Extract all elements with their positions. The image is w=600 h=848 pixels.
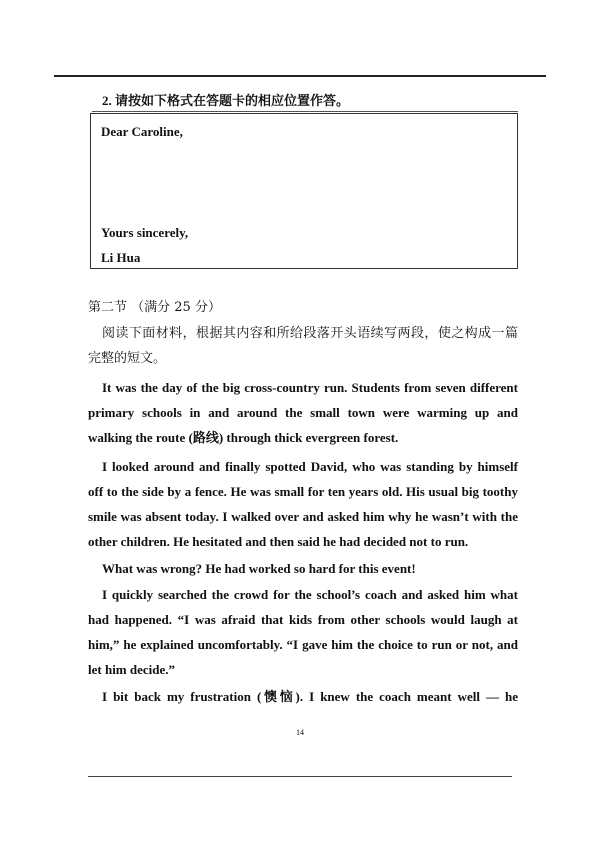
header-rule [54, 75, 546, 77]
letter-signature: Li Hua [101, 250, 141, 265]
story-line: What was wrong? He had worked so hard for this event! [102, 561, 416, 576]
intro-line: 阅读下面材料，根据其内容和所给段落开头语续写两段，使之构成一篇 [102, 326, 518, 341]
story-line: smile was absent today. I walked over and asked him why he wasn’t with the [88, 509, 518, 524]
story-line: primary schools in and around the small town were warming up and [88, 405, 518, 420]
story-paragraph-4 [88, 582, 518, 682]
story-line: I bit back my frustration (懊恼). I knew the coach meant well — he [102, 689, 518, 704]
story-paragraph-1 [88, 375, 518, 450]
story-paragraph-5 [88, 684, 518, 709]
letter-format-box [90, 113, 518, 269]
story-line: I looked around and finally spotted David, who was standing by himself [102, 459, 518, 474]
letter-salutation: Dear Caroline, [101, 124, 183, 139]
story-paragraph-2 [88, 454, 518, 554]
instruction-text: 2. 请按如下格式在答题卡的相应位置作答。 [102, 93, 350, 108]
story-line: I quickly searched the crowd for the school’s coach and asked him what [102, 587, 518, 602]
story-line: let him decide.” [88, 662, 176, 677]
intro-paragraph [88, 321, 518, 371]
instruction-underline [92, 111, 518, 112]
page-number: 14 [296, 728, 304, 737]
story-line: other children. He hesitated and then said he had decided not to run. [88, 534, 469, 549]
section-title: 第二节 （满分 25 分） [88, 300, 221, 315]
story-line: walking the route (路线) through thick evergreen forest. [88, 430, 399, 445]
intro-line: 完整的短文。 [88, 351, 167, 366]
story-paragraph-3 [88, 556, 518, 581]
footer-rule [88, 776, 512, 777]
story-line: off to the side by a fence. He was small for ten years old. His usual big toothy [88, 484, 518, 499]
story-line: had happened. “I was afraid that kids from other schools would laugh at [88, 612, 518, 627]
story-line: him,” he explained uncomfortably. “I gave him the choice to run or not, and [88, 637, 518, 652]
story-line: It was the day of the big cross-country run. Students from seven different [102, 380, 518, 395]
letter-closing: Yours sincerely, [101, 225, 189, 240]
